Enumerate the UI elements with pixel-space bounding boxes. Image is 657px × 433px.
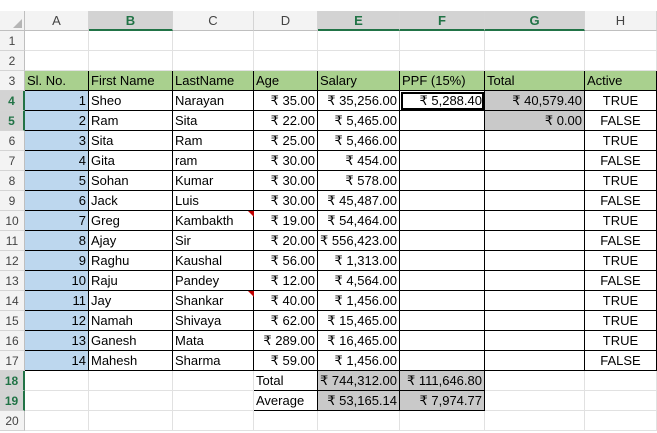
ppf-cell[interactable] [400, 191, 485, 211]
row-header-15[interactable]: 15 [0, 311, 25, 331]
sl-no-cell[interactable]: 6 [25, 191, 89, 211]
age-cell[interactable]: ₹ 35.00 [254, 91, 318, 111]
header-active[interactable]: Active [585, 71, 657, 91]
cell-h20[interactable] [585, 411, 657, 431]
sl-no-cell[interactable]: 7 [25, 211, 89, 231]
cell-b19[interactable] [89, 391, 173, 411]
ppf-cell[interactable] [400, 351, 485, 371]
sl-no-cell[interactable]: 1 [25, 91, 89, 111]
active-cell[interactable]: TRUE [585, 91, 657, 111]
column-header-h[interactable]: H [585, 11, 657, 31]
row-header-4[interactable]: 4 [0, 91, 25, 111]
age-cell[interactable]: ₹ 30.00 [254, 151, 318, 171]
age-cell[interactable]: ₹ 56.00 [254, 251, 318, 271]
active-cell[interactable]: FALSE [585, 151, 657, 171]
row-header-11[interactable]: 11 [0, 231, 25, 251]
age-cell[interactable]: ₹ 20.00 [254, 231, 318, 251]
first-name-cell[interactable]: Mahesh [89, 351, 173, 371]
cell-a2[interactable] [25, 51, 89, 71]
cell-a1[interactable] [25, 31, 89, 51]
cell-a19[interactable] [25, 391, 89, 411]
salary-cell[interactable]: ₹ 45,487.00 [318, 191, 400, 211]
first-name-cell[interactable]: Sohan [89, 171, 173, 191]
first-name-cell[interactable]: Jay [89, 291, 173, 311]
cell-f2[interactable] [400, 51, 485, 71]
salary-cell[interactable]: ₹ 4,564.00 [318, 271, 400, 291]
age-cell[interactable]: ₹ 59.00 [254, 351, 318, 371]
first-name-cell[interactable]: Namah [89, 311, 173, 331]
total-salary-cell[interactable]: ₹ 744,312.00 [318, 371, 400, 391]
first-name-cell[interactable]: Sita [89, 131, 173, 151]
salary-cell[interactable]: ₹ 1,456.00 [318, 291, 400, 311]
last-name-cell[interactable]: Shankar [173, 291, 254, 311]
row-header-17[interactable]: 17 [0, 351, 25, 371]
cell-h1[interactable] [585, 31, 657, 51]
row-header-13[interactable]: 13 [0, 271, 25, 291]
cell-d1[interactable] [254, 31, 318, 51]
cell-f1[interactable] [400, 31, 485, 51]
last-name-cell[interactable]: Sir [173, 231, 254, 251]
row-header-8[interactable]: 8 [0, 171, 25, 191]
row-header-19[interactable]: 19 [0, 391, 25, 411]
total-cell[interactable] [485, 231, 585, 251]
first-name-cell[interactable]: Raju [89, 271, 173, 291]
age-cell[interactable]: ₹ 12.00 [254, 271, 318, 291]
ppf-cell[interactable]: ₹ 5,288.40 [400, 91, 485, 111]
cell-a20[interactable] [25, 411, 89, 431]
sl-no-cell[interactable]: 4 [25, 151, 89, 171]
sl-no-cell[interactable]: 10 [25, 271, 89, 291]
age-cell[interactable]: ₹ 25.00 [254, 131, 318, 151]
sl-no-cell[interactable]: 12 [25, 311, 89, 331]
formula-area-edge [0, 0, 657, 11]
cell-h2[interactable] [585, 51, 657, 71]
ppf-cell[interactable] [400, 311, 485, 331]
total-cell[interactable]: ₹ 40,579.40 [485, 91, 585, 111]
total-cell[interactable] [485, 331, 585, 351]
cell-g20[interactable] [485, 411, 585, 431]
active-cell[interactable]: FALSE [585, 111, 657, 131]
cell-c19[interactable] [173, 391, 254, 411]
salary-cell[interactable]: ₹ 1,313.00 [318, 251, 400, 271]
sl-no-cell[interactable]: 13 [25, 331, 89, 351]
salary-cell[interactable]: ₹ 16,465.00 [318, 331, 400, 351]
total-cell[interactable]: ₹ 0.00 [485, 111, 585, 131]
last-name-cell[interactable]: Kaushal [173, 251, 254, 271]
cell-f20[interactable] [400, 411, 485, 431]
last-name-cell[interactable]: ram [173, 151, 254, 171]
age-cell[interactable]: ₹ 289.00 [254, 331, 318, 351]
average-ppf-cell[interactable]: ₹ 7,974.77 [400, 391, 485, 411]
column-header-g[interactable]: G [485, 11, 585, 31]
last-name-cell[interactable]: Shivaya [173, 311, 254, 331]
row-header-16[interactable]: 16 [0, 331, 25, 351]
row-header-2[interactable]: 2 [0, 51, 25, 71]
cell-e20[interactable] [318, 411, 400, 431]
salary-cell[interactable]: ₹ 5,466.00 [318, 131, 400, 151]
salary-cell[interactable]: ₹ 35,256.00 [318, 91, 400, 111]
header-ppf[interactable]: PPF (15%) [400, 71, 485, 91]
sl-no-cell[interactable]: 5 [25, 171, 89, 191]
header-sl-no[interactable]: Sl. No. [25, 71, 89, 91]
total-cell[interactable] [485, 311, 585, 331]
cell-g18[interactable] [485, 371, 585, 391]
cell-g19[interactable] [485, 391, 585, 411]
last-name-cell[interactable]: Pandey [173, 271, 254, 291]
column-header-a[interactable]: A [25, 11, 89, 31]
last-name-cell[interactable]: Sharma [173, 351, 254, 371]
sl-no-cell[interactable]: 3 [25, 131, 89, 151]
salary-cell[interactable]: ₹ 578.00 [318, 171, 400, 191]
sl-no-cell[interactable]: 8 [25, 231, 89, 251]
cell-g2[interactable] [485, 51, 585, 71]
header-age[interactable]: Age [254, 71, 318, 91]
row-header-20[interactable]: 20 [0, 411, 25, 431]
row-header-18[interactable]: 18 [0, 371, 25, 391]
select-all-triangle-icon [13, 19, 22, 28]
cell-e2[interactable] [318, 51, 400, 71]
age-cell[interactable]: ₹ 62.00 [254, 311, 318, 331]
age-cell[interactable]: ₹ 40.00 [254, 291, 318, 311]
sl-no-cell[interactable]: 9 [25, 251, 89, 271]
active-cell[interactable]: FALSE [585, 271, 657, 291]
last-name-cell[interactable]: Sita [173, 111, 254, 131]
row-header-12[interactable]: 12 [0, 251, 25, 271]
ppf-cell[interactable] [400, 171, 485, 191]
row-header-5[interactable]: 5 [0, 111, 25, 131]
first-name-cell[interactable]: Gita [89, 151, 173, 171]
column-header-e[interactable]: E [318, 11, 400, 31]
header-last-name[interactable]: LastName [173, 71, 254, 91]
cell-c1[interactable] [173, 31, 254, 51]
cell-c20[interactable] [173, 411, 254, 431]
sl-no-cell[interactable]: 14 [25, 351, 89, 371]
row-header-14[interactable]: 14 [0, 291, 25, 311]
cell-g1[interactable] [485, 31, 585, 51]
row-header-6[interactable]: 6 [0, 131, 25, 151]
active-cell[interactable]: TRUE [585, 331, 657, 351]
salary-cell[interactable]: ₹ 54,464.00 [318, 211, 400, 231]
cell-h19[interactable] [585, 391, 657, 411]
total-label: Total [254, 371, 318, 391]
total-cell[interactable] [485, 211, 585, 231]
active-cell[interactable]: FALSE [585, 191, 657, 211]
first-name-cell[interactable]: Sheo [89, 91, 173, 111]
ppf-cell[interactable] [400, 111, 485, 131]
header-salary[interactable]: Salary [318, 71, 400, 91]
ppf-cell[interactable] [400, 131, 485, 151]
first-name-cell[interactable]: Ram [89, 111, 173, 131]
cell-b20[interactable] [89, 411, 173, 431]
total-cell[interactable] [485, 171, 585, 191]
active-cell[interactable]: TRUE [585, 171, 657, 191]
row-header-1[interactable]: 1 [0, 31, 25, 51]
salary-cell[interactable]: ₹ 1,456.00 [318, 351, 400, 371]
active-cell[interactable]: FALSE [585, 351, 657, 371]
column-header-d[interactable]: D [254, 11, 318, 31]
active-cell[interactable]: TRUE [585, 251, 657, 271]
cell-c2[interactable] [173, 51, 254, 71]
ppf-cell[interactable] [400, 211, 485, 231]
cell-b1[interactable] [89, 31, 173, 51]
last-name-cell[interactable]: Ram [173, 131, 254, 151]
salary-cell[interactable]: ₹ 5,465.00 [318, 111, 400, 131]
header-first-name[interactable]: First Name [89, 71, 173, 91]
cell-a18[interactable] [25, 371, 89, 391]
first-name-cell[interactable]: Ajay [89, 231, 173, 251]
age-cell[interactable]: ₹ 19.00 [254, 211, 318, 231]
age-cell[interactable]: ₹ 30.00 [254, 171, 318, 191]
total-cell[interactable] [485, 251, 585, 271]
cell-b18[interactable] [89, 371, 173, 391]
select-all-corner[interactable] [0, 11, 25, 31]
cell-b2[interactable] [89, 51, 173, 71]
active-cell[interactable]: FALSE [585, 231, 657, 251]
row-header-10[interactable]: 10 [0, 211, 25, 231]
active-cell[interactable]: TRUE [585, 291, 657, 311]
first-name-cell[interactable]: Greg [89, 211, 173, 231]
last-name-cell[interactable]: Luis [173, 191, 254, 211]
first-name-cell[interactable]: Ganesh [89, 331, 173, 351]
last-name-cell[interactable]: Narayan [173, 91, 254, 111]
column-header-c[interactable]: C [173, 11, 254, 31]
first-name-cell[interactable]: Raghu [89, 251, 173, 271]
salary-cell[interactable]: ₹ 15,465.00 [318, 311, 400, 331]
total-ppf-cell[interactable]: ₹ 111,646.80 [400, 371, 485, 391]
cell-c18[interactable] [173, 371, 254, 391]
ppf-cell[interactable] [400, 291, 485, 311]
last-name-cell[interactable]: Mata [173, 331, 254, 351]
row-header-9[interactable]: 9 [0, 191, 25, 211]
ppf-cell[interactable] [400, 251, 485, 271]
ppf-cell[interactable] [400, 331, 485, 351]
cell-h18[interactable] [585, 371, 657, 391]
last-name-cell[interactable]: Kumar [173, 171, 254, 191]
sl-no-cell[interactable]: 2 [25, 111, 89, 131]
last-name-cell[interactable]: Kambakth [173, 211, 254, 231]
total-cell[interactable] [485, 131, 585, 151]
sl-no-cell[interactable]: 11 [25, 291, 89, 311]
first-name-cell[interactable]: Jack [89, 191, 173, 211]
salary-cell[interactable]: ₹ 454.00 [318, 151, 400, 171]
row-header-7[interactable]: 7 [0, 151, 25, 171]
active-cell-selection [401, 92, 484, 110]
row-header-3[interactable]: 3 [0, 71, 25, 91]
cell-e1[interactable] [318, 31, 400, 51]
total-cell[interactable] [485, 191, 585, 211]
cell-d20[interactable] [254, 411, 318, 431]
salary-cell[interactable]: ₹ 556,423.00 [318, 231, 400, 251]
column-header-b[interactable]: B [89, 11, 173, 31]
ppf-cell[interactable] [400, 151, 485, 171]
active-cell[interactable]: TRUE [585, 211, 657, 231]
cell-d2[interactable] [254, 51, 318, 71]
ppf-cell[interactable] [400, 271, 485, 291]
age-cell[interactable]: ₹ 22.00 [254, 111, 318, 131]
total-cell[interactable] [485, 291, 585, 311]
age-cell[interactable]: ₹ 30.00 [254, 191, 318, 211]
active-cell[interactable]: TRUE [585, 131, 657, 151]
header-total[interactable]: Total [485, 71, 585, 91]
ppf-cell[interactable] [400, 231, 485, 251]
total-cell[interactable] [485, 271, 585, 291]
total-cell[interactable] [485, 151, 585, 171]
average-label: Average [254, 391, 318, 411]
column-header-f[interactable]: F [400, 11, 485, 31]
average-salary-cell[interactable]: ₹ 53,165.14 [318, 391, 400, 411]
active-cell[interactable]: TRUE [585, 311, 657, 331]
total-cell[interactable] [485, 351, 585, 371]
